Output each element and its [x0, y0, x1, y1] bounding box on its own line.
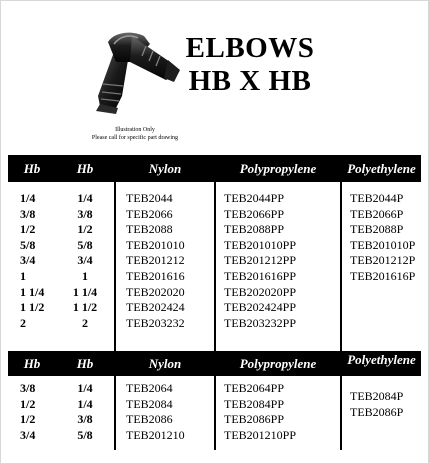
- table-cell: 5/8: [20, 237, 36, 252]
- table-cell: TEB2086P: [350, 404, 404, 419]
- title-line-2: HB X HB: [188, 65, 312, 97]
- table-cell: TEB201212: [126, 253, 185, 268]
- table-cell: TEB2088P: [350, 222, 404, 237]
- illustration-note: [60, 126, 210, 142]
- hb-size-column-2: [56, 191, 114, 331]
- table-cell: TEB2066: [126, 206, 173, 221]
- table-cell: 3/4: [20, 427, 36, 442]
- table-cell: TEB2086: [126, 412, 173, 427]
- table-cell: TEB2084PP: [224, 396, 285, 411]
- nylon-part-column: [126, 381, 185, 443]
- column-divider: [114, 182, 116, 351]
- polypropylene-part-column: [224, 381, 296, 443]
- elbow-fitting-icon: [70, 22, 182, 114]
- table-cell: 1/4: [20, 191, 36, 205]
- table-cell: 1 1/4: [20, 284, 45, 299]
- table-cell: 1: [82, 268, 88, 283]
- header-nylon: Nylon: [148, 160, 182, 176]
- table-cell: TEB203232: [126, 315, 185, 330]
- column-divider: [340, 182, 342, 351]
- header-hb-1: Hb: [23, 160, 41, 176]
- hb-size-column-2: [56, 381, 114, 443]
- column-divider: [340, 376, 342, 450]
- column-divider: [114, 376, 116, 450]
- table-cell: TEB201210PP: [224, 427, 297, 442]
- table-cell: TEB201010P: [350, 237, 416, 252]
- table-cell: 1/2: [20, 222, 36, 237]
- table-cell: TEB201616P: [350, 268, 416, 283]
- polyethylene-part-column: [350, 191, 415, 285]
- table-cell: TEB201212PP: [224, 253, 297, 268]
- elbow-table-reducing: [8, 351, 421, 450]
- table-cell: TEB2086PP: [224, 412, 285, 427]
- table-cell: TEB201616: [126, 268, 185, 283]
- table-header-row: [8, 155, 421, 182]
- table-cell: TEB2084: [126, 396, 173, 411]
- table-body: [8, 376, 421, 450]
- table-cell: TEB2066PP: [224, 206, 285, 221]
- polyethylene-part-column: [350, 389, 403, 420]
- table-cell: TEB2064PP: [224, 381, 285, 395]
- table-cell: 3/4: [20, 253, 36, 268]
- table-cell: 1: [20, 268, 26, 283]
- table-cell: 1/4: [77, 396, 93, 411]
- table-cell: 1/2: [20, 396, 36, 411]
- table-cell: 3/4: [77, 253, 93, 268]
- column-divider: [214, 182, 216, 351]
- header-polyethylene: Polyethylene: [347, 160, 416, 176]
- header-hb-2: Hb: [76, 355, 94, 371]
- table-cell: 3/8: [20, 381, 36, 395]
- title-line-1: ELBOWS: [185, 32, 315, 64]
- polypropylene-part-column: [224, 191, 296, 331]
- table-cell: 1 1/2: [20, 300, 45, 315]
- header-polyethylene: Polyethylene: [347, 352, 416, 367]
- table-cell: TEB2066P: [350, 206, 404, 221]
- table-cell: 2: [82, 315, 88, 330]
- header-nylon: Nylon: [148, 355, 182, 371]
- table-cell: 1/2: [20, 412, 36, 427]
- page-title: [175, 32, 325, 98]
- table-cell: TEB203232PP: [224, 315, 297, 330]
- table-cell: TEB2044PP: [224, 191, 285, 205]
- table-cell: TEB201010: [126, 237, 185, 252]
- table-cell: TEB2064: [126, 381, 173, 395]
- column-divider: [214, 376, 216, 450]
- note-line-2: Please call for specific part drawing: [91, 135, 179, 141]
- table-cell: TEB201010PP: [224, 237, 297, 252]
- header-polypropylene: Polypropylene: [239, 355, 317, 371]
- nylon-part-column: [126, 191, 185, 331]
- table-cell: 2: [20, 315, 26, 330]
- elbow-table-equal: [8, 155, 421, 351]
- sheet-header: [0, 0, 429, 155]
- table-header-row: [8, 351, 421, 376]
- header-hb-2: Hb: [76, 160, 94, 176]
- table-cell: TEB2084P: [350, 389, 404, 403]
- table-cell: TEB202020PP: [224, 284, 297, 299]
- table-cell: 3/8: [77, 412, 93, 427]
- table-cell: 1/4: [77, 191, 93, 205]
- table-cell: TEB2088PP: [224, 222, 285, 237]
- table-cell: TEB202020: [126, 284, 185, 299]
- hb-size-column-1: [20, 191, 60, 331]
- table-cell: TEB2044: [126, 191, 173, 205]
- table-cell: 1/4: [77, 381, 93, 395]
- table-cell: 5/8: [77, 237, 93, 252]
- table-body: [8, 182, 421, 351]
- table-cell: 3/8: [77, 206, 93, 221]
- table-cell: TEB201212P: [350, 253, 416, 268]
- table-cell: 3/8: [20, 206, 36, 221]
- table-cell: TEB2088: [126, 222, 173, 237]
- table-cell: 5/8: [77, 427, 93, 442]
- hb-size-column-1: [20, 381, 60, 443]
- table-cell: 1 1/2: [72, 300, 98, 315]
- table-cell: 1/2: [77, 222, 93, 237]
- header-polypropylene: Polypropylene: [239, 160, 317, 176]
- table-cell: TEB202424: [126, 300, 185, 315]
- note-line-1: Illustration Only: [115, 127, 155, 133]
- table-cell: 1 1/4: [72, 284, 98, 299]
- table-cell: TEB201210: [126, 427, 185, 442]
- table-cell: TEB202424PP: [224, 300, 297, 315]
- header-hb-1: Hb: [23, 355, 41, 371]
- table-cell: TEB2044P: [350, 191, 404, 205]
- table-cell: TEB201616PP: [224, 268, 297, 283]
